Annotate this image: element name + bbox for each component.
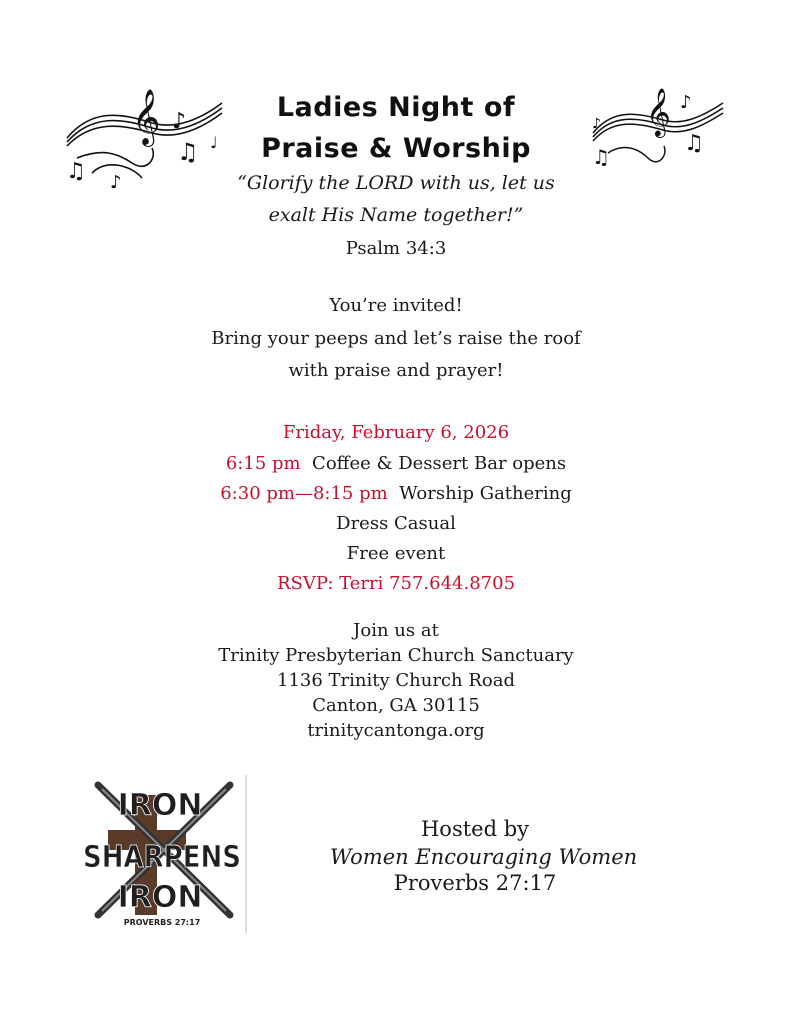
dress-code: Dress Casual [336, 513, 456, 534]
location-intro: Join us at [353, 620, 439, 641]
svg-text:♫: ♫ [592, 145, 610, 169]
title-line-2: Praise & Worship [261, 133, 531, 164]
rsvp-info: RSVP: Terri 757.644.8705 [276, 573, 516, 594]
host-verse: Proverbs 27:17 [393, 871, 557, 895]
schedule-item-1-text: Coffee & Dessert Bar opens [312, 453, 567, 474]
svg-text:𝄞: 𝄞 [132, 89, 161, 145]
logo-verse: PROVERBS 27:17 [123, 918, 201, 927]
svg-text:𝄞: 𝄞 [646, 87, 671, 136]
location-website[interactable]: trinitycantonga.org [307, 720, 485, 741]
host-group: Women Encouraging Women [330, 845, 638, 869]
svg-text:♪: ♪ [172, 109, 187, 134]
svg-text:♫: ♫ [66, 159, 86, 184]
svg-text:♪: ♪ [680, 92, 692, 113]
logo-word-3: IRON [117, 880, 203, 915]
cost-info: Free event [346, 543, 446, 564]
invite-line-1: You’re invited! [329, 295, 463, 316]
schedule-item-2-time: 6:30 pm—8:15 pm [220, 483, 388, 504]
svg-text:♩: ♩ [210, 133, 218, 152]
invite-line-2: Bring your peeps and let’s raise the roof [211, 328, 581, 349]
location-street: 1136 Trinity Church Road [277, 670, 515, 691]
iron-sharpens-iron-logo [80, 775, 248, 933]
title-line-1: Ladies Night of [276, 92, 516, 123]
schedule-item-1-time: 6:15 pm [225, 453, 301, 474]
invite-line-3: with praise and prayer! [288, 360, 504, 381]
scripture-quote-line-2: exalt His Name together!” [268, 204, 524, 226]
location-city: Canton, GA 30115 [312, 695, 480, 716]
location-venue: Trinity Presbyterian Church Sanctuary [218, 645, 574, 666]
svg-text:♪: ♪ [592, 116, 601, 132]
schedule-item-2-text: Worship Gathering [399, 483, 572, 504]
event-date: Friday, February 6, 2026 [282, 422, 510, 443]
host-label: Hosted by [420, 817, 530, 841]
scripture-reference: Psalm 34:3 [345, 238, 447, 259]
schedule-item-2 [0, 483, 792, 505]
logo-word-1: IRON [117, 788, 203, 823]
schedule-item-1 [0, 453, 792, 475]
svg-text:♫: ♫ [177, 138, 199, 166]
svg-text:♪: ♪ [110, 172, 122, 193]
svg-text:♫: ♫ [684, 131, 704, 156]
logo-word-2: SHARPENS [83, 840, 241, 875]
scripture-quote-line-1: “Glorify the LORD with us, let us [237, 172, 555, 194]
